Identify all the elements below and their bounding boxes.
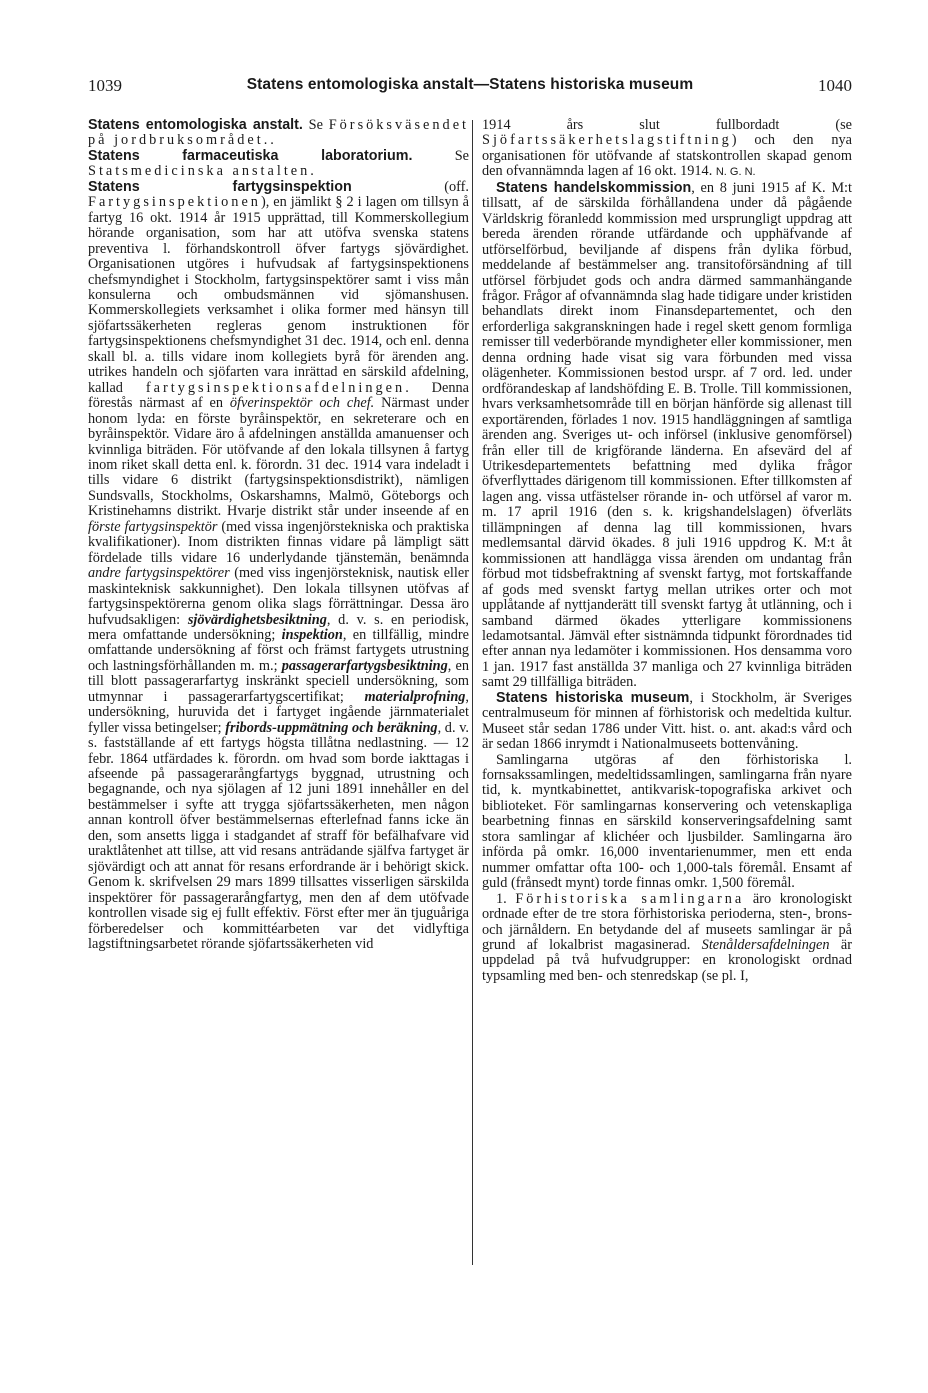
entry-text: Se bbox=[302, 117, 329, 133]
spaced-term: Fartygsinspektionen bbox=[88, 194, 261, 211]
italic-term: öfverinspektör och chef. bbox=[229, 395, 375, 412]
cross-reference: Sjöfartssäkerhetslagstiftning bbox=[482, 132, 732, 149]
cross-reference: Försöksväsendet på jordbruksområdet. bbox=[88, 117, 470, 149]
entry-text: (med vissa ingenjörstekniska och praktiska kvalifikationer). Inom distrikten finnas vidare på lämpligt sätt fördelade tills vidare 16 underlydande tjänstemän, benämnda bbox=[88, 518, 469, 566]
entry-text: , d. v. s. en periodisk, mera omfattande undersökning; bbox=[88, 611, 469, 643]
cross-reference: Statsmedicinska anstalten. bbox=[88, 163, 317, 180]
running-title: Statens entomologiska anstalt—Statens historiska museum bbox=[246, 76, 694, 93]
entry-text: 1914 års slut fullbordadt (se bbox=[482, 117, 852, 133]
bold-italic-term: inspektion bbox=[281, 626, 343, 643]
entry-text: ), en jämlikt § 2 i lagen om tillsyn å fartyg 16 okt. 1914 år 1915 upprättad, till Kommerskollegium hörande organisation, som har att utöfva svenska statens preventiva l. förhandskontroll öfver fartygs sjövärdighet. Organisationen utgöres i hufvudsak af fartygsinspektionens chefsmyndighet i Stockholm, fartygsinspektörer samt i viss mån konsulerna och ombudsmännen vid sjömanshusen. Kommerskollegiets verksamhet i olika former med hänsyn till sjöfartssäkerheten regleras genom instruktionen för fartygsinspektionens chefsmyndighet 31 dec. 1914, och enl. denna skall bl. a. tills vidare inom kollegiets byrå för ärenden ang. utrikes handeln och sjöfarten vara inrättad en särskild afdelning, kallad bbox=[88, 194, 469, 396]
italic-term: förste fartygsinspektör bbox=[88, 518, 218, 535]
right-column bbox=[482, 118, 852, 984]
bold-italic-term: passagerarfartygsbesiktning bbox=[281, 657, 448, 674]
entry-text: . Denna förestås närmast af en bbox=[88, 379, 469, 412]
entry-text: , d. v. s. fastställande af ett fartygs högsta tillåtna nedlastning. — 12 febr. 1864 utfärdades k. förordn. om hvad som borde iakttagas i afseende på passagerarångfartygs byggnad, utrustning och begagnande, och nya sjölagen af 12 juni 1891 innehåller en del bestämmelser i syfte att trygga sjöfartssäkerheten, men någon annan kontroll öfver bestämmelsernas efterlefnad fanns icke än den, som ansetts ligga i stadgandet af straff för befälhafvare vid uraktlåtenhet att tillse, att vid resans anträdande själfva fartyget är sjövärdigt och att annat för resans erfordrande är i behörigt skick. Genom k. skrifvelsen 29 mars 1899 tillsattes visserligen särskilda inspektörer för passagerarångfartyg, men den af dem utöfvade kontrollen visade sig ej fullt effektiv. Först efter mer än tjuguåriga förberedelser och kommittéarbeten var det vidlyftiga lagstiftningsarbetet rörande sjöfartssäkerheten vid bbox=[88, 719, 469, 953]
entry-text: 1. bbox=[496, 890, 516, 907]
entry-text: (off. bbox=[351, 178, 470, 195]
page-number-left: 1039 bbox=[88, 76, 122, 95]
entry-continuation bbox=[482, 118, 852, 181]
entry-fartygsinspektion bbox=[88, 180, 469, 953]
bold-italic-term: fribords-uppmätning och beräkning bbox=[225, 719, 438, 736]
column-divider bbox=[472, 120, 473, 1265]
author-signature: N. G. N. bbox=[715, 166, 756, 179]
entry-historiska-museum bbox=[482, 691, 852, 753]
left-column bbox=[88, 118, 469, 952]
entry-text: , en tillfällig, mindre omfattande undersökning af först och främst fartygets utrustning och lastningsförhållanden m. m.; bbox=[88, 626, 470, 674]
entry-text: Närmast under honom lyda: en förste byråinspektör, en sekreterare och en byråinspektör. Vidare äro å afdelningen anställda amanuenser och kvinnliga biträden. För utöfvande af den lokala tillsynen å fartyg inom riket skall detta enl. k. förordn. 31 dec. 1914 vara indeladt i tills vidare 6 distrikt (fartygsinspektionsdistrikt), nämligen Sundsvalls, Stockholms, Oskarshamns, Malmö, Göteborgs och Kristinehamns distrikt. Hvarje distrikt står under inseende af en bbox=[88, 395, 470, 520]
entry-text: Se bbox=[412, 147, 469, 164]
entry-text: , undersökning, huruvida det i fartyget ingående järnmaterialet fyller vissa betingelser; bbox=[88, 688, 469, 736]
entry-heading: Statens fartygsinspektion bbox=[88, 178, 352, 195]
entry-text: (med viss ingenjörsteknisk, nautisk eller maskinteknisk sakkunnighet). Den lokala tillsynen utöfvas af fartygsinspektörerna genom olika slags förrättningar. Dessa äro hufvudsakligen: bbox=[88, 565, 469, 628]
spaced-term: Förhistoriska samlingarna bbox=[515, 890, 745, 907]
italic-term: andre fartygsinspektörer bbox=[88, 565, 230, 582]
entry-text: , en 8 juni 1915 af K. M:t tillsatt, af de särskilda förhållandena under då pågående Världskrig föranledd kommission med ursprungligt uppdrag att bereda ärenden rörande utfärdande och upphäfvande af utförselförbud, beviljande af dispens från dylika förbud, meddelande af bestämmelser ang. transitoförsändning af till utförsel förbjudet gods och andra därmed sammanhängande frågor. Frågor af ofvannämnda slag hade tidigare under kristiden behandlats direkt inom Finansdepartementet, och den erforderliga sakgranskningen hade i regel skett genom formliga remisser till vederbörande myndigheter eller kommissioner, men denna ordning hade visat sig vara förbunden med vissa olägenheter. Kommissionen bestod urspr. af 7 ord. led. under ordförandeskap af landshöfding E. B. Trolle. Till kommissionen, hvars verksamhetsområde till en början hänförde sig allenast till exportärenden, förlades 1 nov. 1915 handläggningen af samtliga ärenden ang. Sveriges ut- och införsel (inklusive genomförsel) från eller till de krigförande länderna. En afsevärd del af Utrikesdepartementets befattning med dylika frågor öfverflyttades därigenom till kommissionen. Efter tillkomsten af lagen ang. vissa utfästelser rörande in- och utförsel af varor m. m. 17 april 1916 (den s. k. krigshandelslagen) öfverläts tillämpningen af denna lag till kommissionen, hvars medlemsantal därvid ökades. 8 juli 1916 uppdrog K. M:t åt kommissionen att handlägga vissa ärenden om undantag från förbud mot tidsbefraktning af svenskt fartyg, mot fortskaffande af gods med svenskt fartyg mellan utrikes orter och mot upplåtande af nyttjanderätt till svenskt fartyg åt utlänning, och i samband därmed ökades ytterligare kommissionens ledamotsantal. Jämväl efter sistnämnda tidpunkt förordnades tid efter annan nya ledamöter i kommissionen. Hos densamma voro 1 jan. 1917 fast anställda 37 manliga och 27 kvinnliga biträden samt 29 tillfälliga biträden. bbox=[482, 179, 852, 691]
italic-term: Stenåldersafdelningen bbox=[701, 937, 830, 954]
entry-text: ) och den nya organisationen för utöfvande af statskontrollen skapad genom den ofvannämnda lagen af 16 okt. 1914. bbox=[482, 132, 852, 180]
entry-heading: Statens farmaceutiska laboratorium. bbox=[88, 147, 413, 164]
paragraph-samlingarna bbox=[482, 753, 852, 892]
paragraph-forhistoriska bbox=[482, 892, 852, 985]
entry-farmaceutiska bbox=[88, 149, 469, 180]
entry-entomologiska: Statens entomologiska anstalt. Se Försöksväsendet på jordbruksområdet.. bbox=[88, 117, 470, 149]
page-number-right: 1040 bbox=[818, 76, 852, 95]
entry-text: , i Stockholm, är Sveriges centralmuseum för minnen af förhistorisk och medeltida kultur. Museet står sedan 1786 under Vitt. hist. o. ant. akad:s vård och är sedan 1866 inrymdt i Nationalmuseets bottenvåning. bbox=[482, 689, 852, 753]
entry-heading: Statens historiska museum bbox=[496, 689, 690, 706]
bold-italic-term: materialprofning bbox=[364, 688, 466, 705]
entry-text: är uppdelad på två hufvudgrupper: en kronologiskt ordnad typsamling med ben- och stenredskap (se pl. I, bbox=[482, 937, 852, 984]
bold-italic-term: sjövärdighetsbesiktning bbox=[187, 611, 327, 628]
entry-text: , en till blott passagerarfartyg inskränkt speciell undersökning, som utmynnar i passagerarfartygscertifikat; bbox=[88, 657, 469, 705]
spaced-term: fartygsinspektionsafdelningen bbox=[145, 379, 406, 396]
entry-heading: Statens entomologiska anstalt. bbox=[88, 117, 303, 133]
entry-handelskommission bbox=[482, 181, 852, 691]
page-header bbox=[88, 76, 852, 100]
entry-heading: Statens handelskommission bbox=[496, 179, 692, 196]
entry-text: Samlingarna utgöras af den förhistoriska l. fornsakssamlingen, medeltidssamlingen, samlingarna från nyare tid, k. myntkabinettet, antikvarisk-topografiska arkivet och biblioteket. För samlingarnas konservering och vetenskapliga bearbetning finnas en särskild konserveringsafdelning samt stora samlingar af klichéer och ljusbilder. Samlingarna äro införda på omkr. 16,000 inventarienummer, men ett enda nummer omfattar ofta 100- och 1,000-tals föremål. Ensamt af guld (frånsedt mynt) torde finnas omkr. 1,500 föremål. bbox=[482, 751, 852, 892]
entry-text: äro kronologiskt ordnade efter de tre stora förhistoriska perioderna, sten-, brons- och järnåldern. En betydande del af museets samlingar är på grund af lokalbrist magasinerad. bbox=[482, 890, 853, 954]
